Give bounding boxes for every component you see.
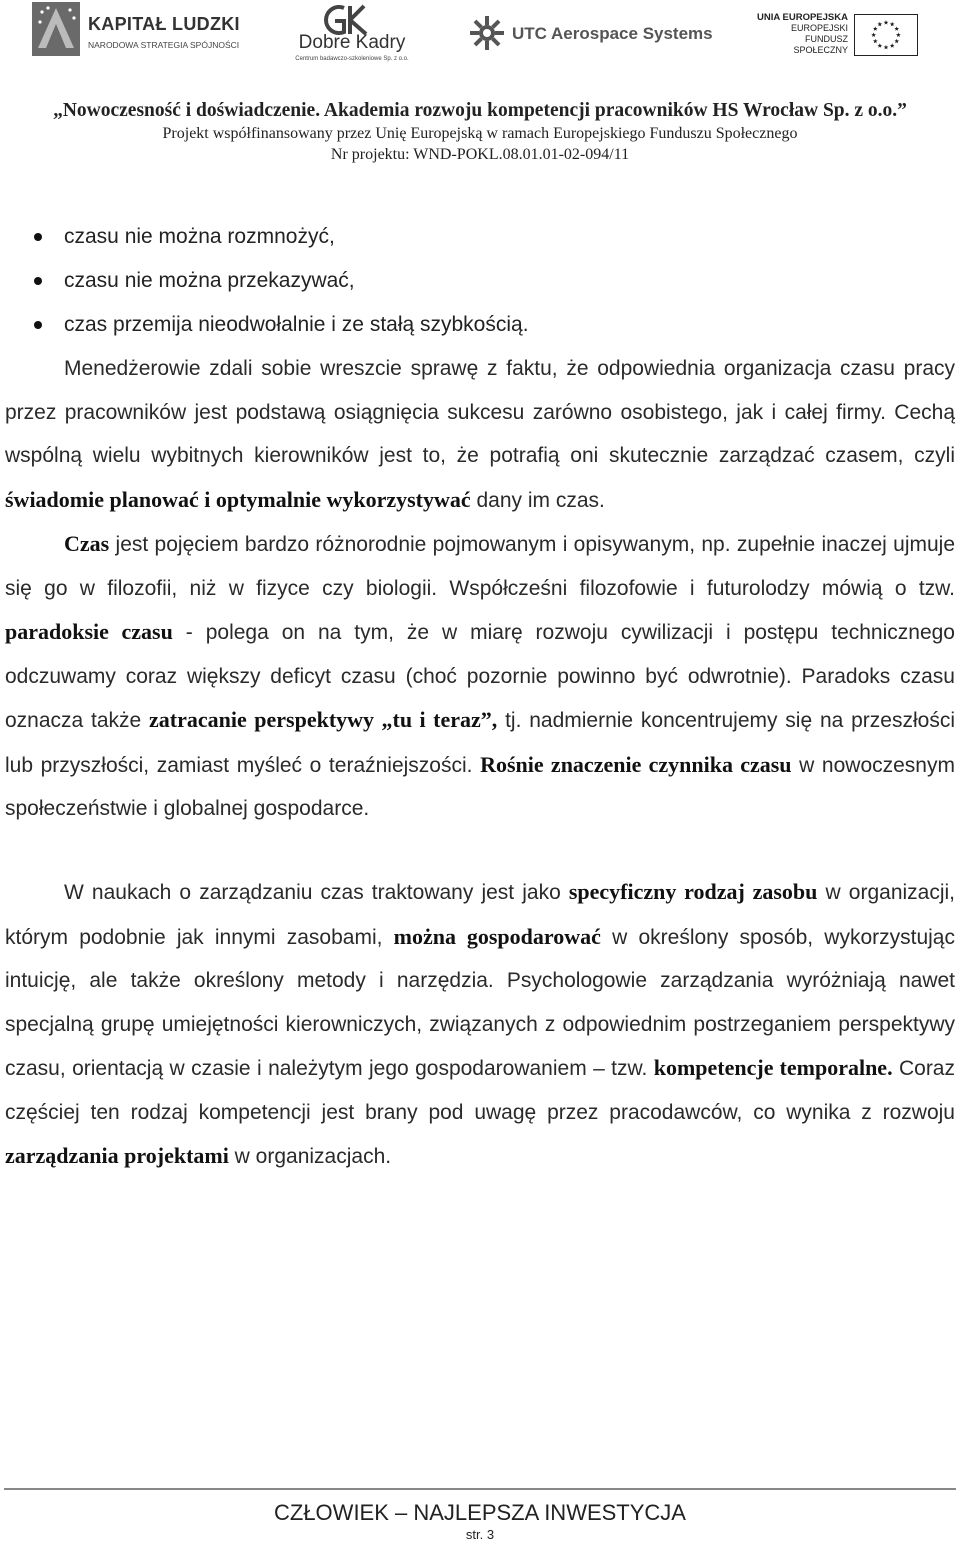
dobre-kadry-name: Dobre Kadry xyxy=(298,32,406,53)
eu-star-icon xyxy=(873,26,878,30)
bold-phrase: zatracanie perspektywy „tu i teraz”, xyxy=(149,707,498,732)
eu-star-icon xyxy=(877,43,882,47)
bold-phrase: kompetencje temporalne. xyxy=(653,1055,893,1080)
bold-phrase: Rośnie znaczenie czynnika czasu xyxy=(480,751,792,777)
paragraph-text: w organizacjach. xyxy=(228,1145,392,1168)
ue-line-2: EUROPEJSKI xyxy=(790,23,848,33)
page-number: str. 3 xyxy=(465,1527,495,1542)
bullet-list xyxy=(0,220,960,352)
bullet-dot-icon xyxy=(34,277,42,285)
footer-divider xyxy=(4,1488,956,1490)
kapital-ludzki-logo xyxy=(32,2,242,64)
eu-star-icon xyxy=(896,33,901,37)
cofinancing-note: Projekt współfinansowany przez Unię Europejską w ramach Europejskiego Funduszu Społecznego xyxy=(162,125,798,142)
eu-star-icon xyxy=(873,39,878,43)
paragraph-text: w nowoczesnym społeczeństwie i globalnej gospodarce. xyxy=(5,753,955,820)
paragraph-text: dany im czas. xyxy=(470,488,605,512)
bold-phrase: paradoksie czasu xyxy=(5,619,173,644)
paragraph-text: w organizacji, którym podobnie jak innymi zasobami, xyxy=(5,881,956,949)
kapital-ludzki-title: KAPITAŁ LUDZKI xyxy=(88,14,240,34)
unia-europejska-logo xyxy=(752,12,922,58)
eu-star-icon xyxy=(890,43,895,47)
bold-phrase: można gospodarować xyxy=(393,923,601,949)
eu-star-icon xyxy=(894,26,899,30)
paragraph-text: tj. nadmiernie koncentrujemy się na przeszłości lub przyszłości, zamiast myśleć o teraźniejszości. xyxy=(5,709,955,777)
kapital-ludzki-subtitle: NARODOWA STRATEGIA SPÓJNOŚCI xyxy=(88,40,240,50)
bold-phrase: zarządzania projektami xyxy=(5,1143,229,1168)
bold-phrase: świadomie planować i optymalnie wykorzystywać xyxy=(5,486,471,512)
eu-star-icon xyxy=(890,22,895,26)
ue-line-3: FUNDUSZ SPOŁECZNY xyxy=(793,34,848,55)
project-title: „Nowoczesność i doświadczenie. Akademia rozwoju kompetencji pracowników HS Wrocław Sp. z o.o.” xyxy=(53,100,907,121)
eu-flag-icon xyxy=(854,14,918,56)
logo-header xyxy=(0,0,960,72)
list-item xyxy=(0,220,960,264)
paragraph-text: jest pojęciem bardzo różnorodnie pojmowanym i opisywanym, np. zupełnie inaczej ujmuje się go w filozofii, niż w fizyce czy biologii. Współcześni filozofowie i futurolodzy mówią o tzw. xyxy=(5,533,955,600)
kapital-ludzki-emblem-icon xyxy=(32,2,80,56)
bold-phrase: specyficzny rodzaj zasobu xyxy=(568,879,818,904)
bold-phrase: Czas xyxy=(64,531,110,556)
footer-slogan: CZŁOWIEK – NAJLEPSZA INWESTYCJA xyxy=(274,1500,686,1525)
paragraph-text: w określony sposób, wykorzystując intuicję, ale także określony metody i narzędzia. Psychologowie zarządzania wyróżniają nawet specjalną grupę umiejętności kierowniczych, związanych z odpowiednim postrzeganiem perspektywy czasu, orientacją w czasie i należytym jego gospodarowaniem – tzw. xyxy=(5,925,955,1080)
ue-line-1: UNIA EUROPEJSKA xyxy=(757,12,848,23)
list-item-text: czas przemija nieodwołalnie i ze stałą szybkością. xyxy=(64,313,529,336)
paragraph-text: - polega on na tym, że w miarę rozwoju cywilizacji i postępu technicznego odczuwamy coraz większy deficyt czasu (choć pozornie powinno być odwrotnie). Paradoks czasu oznacza także xyxy=(5,621,955,732)
list-item-text: czasu nie można rozmnożyć, xyxy=(64,225,335,248)
eu-star-icon xyxy=(871,33,876,37)
utc-gear-icon xyxy=(470,16,504,50)
paragraph-text: Menedżerowie zdali sobie wreszcie sprawę z faktu, że odpowiednia organizacja czasu pracy przez pracowników jest podstawą osiągnięcia sukcesu zarówno osobistego, jak i całej firmy. Cechą wspólną wielu wybitnych kierowników jest to, że potrafią oni skutecznie zarządzać czasem, czyli xyxy=(5,357,955,467)
bullet-dot-icon xyxy=(34,321,42,329)
eu-star-icon xyxy=(884,20,889,24)
list-item xyxy=(0,264,960,308)
paragraph-text: Coraz częściej ten rodzaj kompetencji jest brany pod uwagę przez pracodawców, co wynika z rozwoju xyxy=(5,1057,955,1124)
eu-star-icon xyxy=(884,45,889,49)
list-item xyxy=(0,308,960,352)
unia-europejska-text xyxy=(752,12,848,56)
dobre-kadry-logo xyxy=(292,4,412,70)
eu-star-icon xyxy=(894,39,899,43)
paragraph-time-concept xyxy=(5,522,955,831)
paragraph-management xyxy=(5,347,955,522)
eu-star-icon xyxy=(877,22,882,26)
paragraph-time-resource xyxy=(5,870,955,1179)
bullet-dot-icon xyxy=(34,233,42,241)
project-number: Nr projektu: WND-POKL.08.01.01-02-094/11 xyxy=(330,146,630,163)
list-item-text: czasu nie można przekazywać, xyxy=(64,269,355,292)
utc-aerospace-logo xyxy=(470,16,713,52)
utc-name: UTC Aerospace Systems xyxy=(512,24,713,43)
dobre-kadry-subtitle: Centrum badawczo-szkoleniowe Sp. z o.o. xyxy=(295,56,409,62)
paragraph-text: W naukach o zarządzaniu czas traktowany jest jako xyxy=(64,881,569,904)
